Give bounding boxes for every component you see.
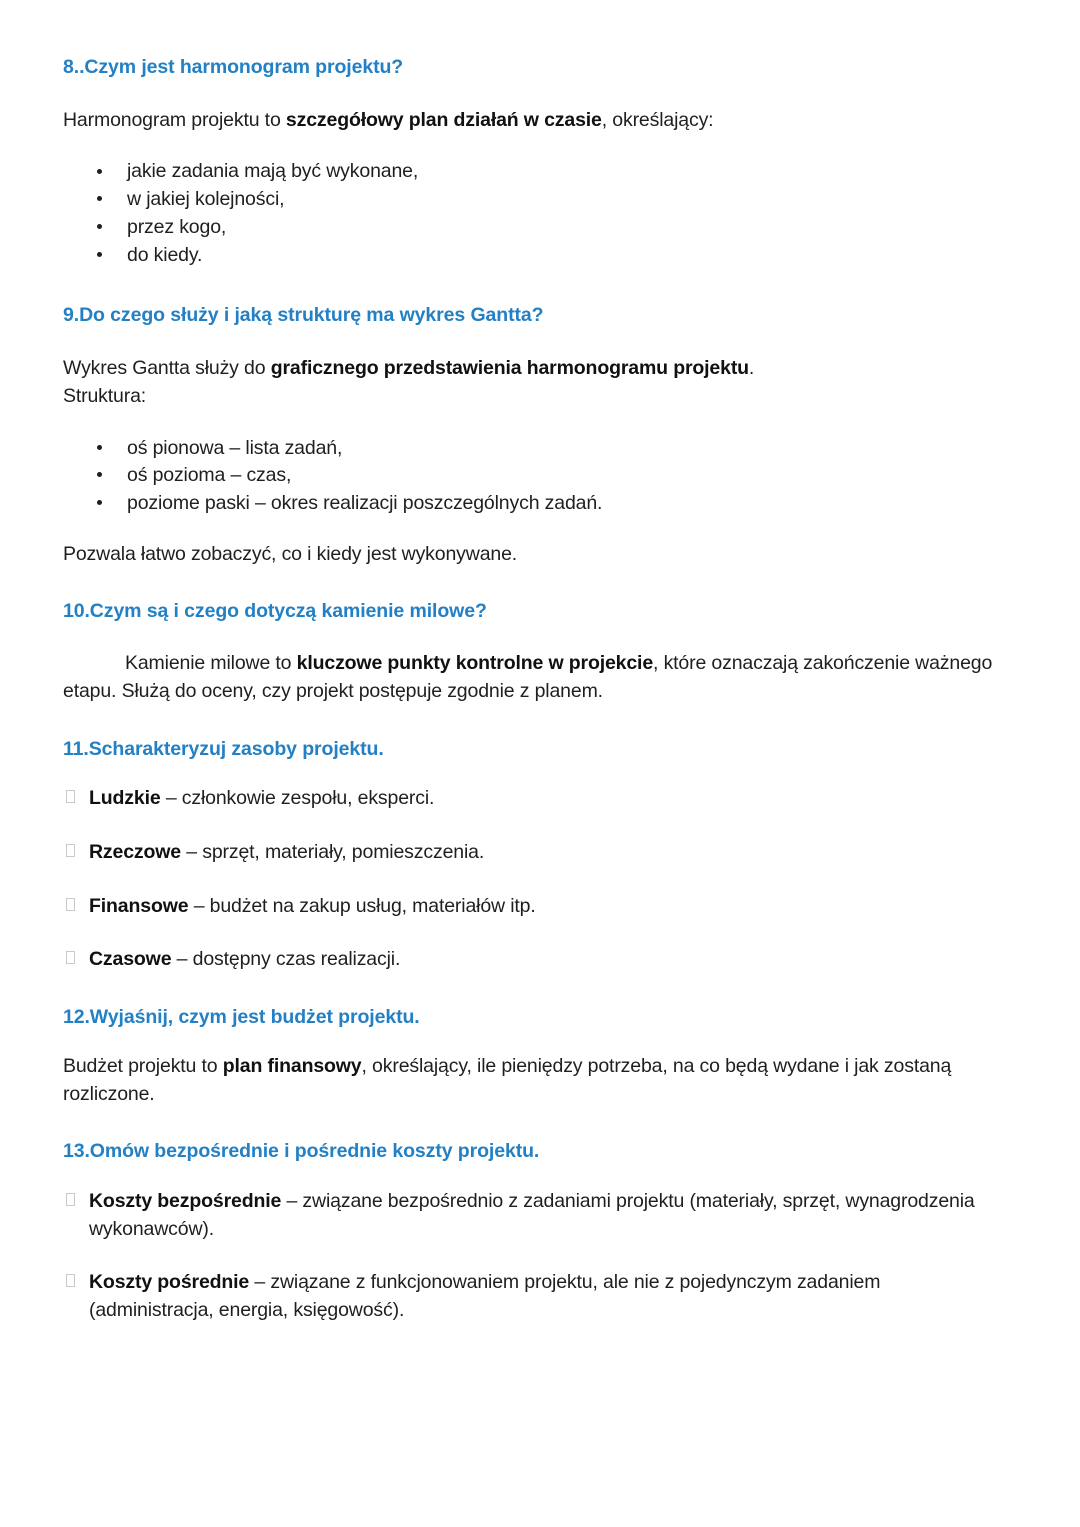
list-item-description: – sprzęt, materiały, pomieszczenia.	[181, 841, 485, 863]
section-11-resource-list	[63, 785, 993, 974]
list-item-term: Ludzkie	[89, 787, 161, 810]
section-10-body-bold: kluczowe punkty kontrolne w projekcie	[296, 652, 654, 674]
list-item	[63, 186, 993, 214]
empty-box-bullet-icon	[66, 1274, 75, 1287]
section-12-body-suffix: , określający, ile pieniędzy potrzeba, na co będą wydane i jak zostaną rozliczone.	[63, 1054, 952, 1105]
section-9-bullet-list	[63, 435, 993, 518]
section-10-body-prefix: Kamienie milowe to	[125, 652, 297, 674]
section-13-cost-list	[63, 1188, 993, 1325]
list-item	[63, 946, 993, 974]
list-item	[63, 1188, 993, 1243]
list-item	[63, 435, 993, 463]
list-item-term: Czasowe	[89, 948, 172, 971]
section-heading-8: 8..Czym jest harmonogram projektu?	[63, 56, 404, 78]
list-item-description: – związane bezpośrednio z zadaniami projektu (materiały, sprzęt, wynagrodzenia wykonawców).	[89, 1189, 975, 1240]
list-item	[63, 158, 993, 186]
bullet-dot-icon	[97, 196, 102, 201]
section-9-intro-prefix: Wykres Gantta służy do	[63, 356, 271, 379]
section-9-intro-bold: graficznego przedstawienia harmonogramu projektu	[270, 356, 749, 379]
section-12-body-paragraph	[63, 1053, 993, 1109]
list-item-description: – dostępny czas realizacji.	[171, 948, 401, 971]
section-8-intro-suffix: , określający:	[601, 108, 714, 131]
bullet-dot-icon	[97, 472, 102, 477]
bullet-dot-icon	[97, 224, 102, 229]
empty-box-bullet-icon	[66, 790, 75, 803]
empty-box-bullet-icon	[66, 898, 75, 911]
list-item-label: oś pionowa – lista zadań,	[127, 436, 343, 459]
list-item-label: oś pozioma – czas,	[127, 464, 292, 487]
section-heading-11: 11.Scharakteryzuj zasoby projektu.	[63, 737, 384, 760]
document-body	[63, 55, 993, 1325]
list-item	[63, 462, 993, 490]
list-item-label: do kiedy.	[127, 243, 203, 266]
section-9-intro-suffix: .	[748, 356, 755, 379]
section-8-intro-prefix: Harmonogram projektu to	[63, 108, 286, 131]
list-item-description: – budżet na zakup usług, materiałów itp.	[188, 894, 536, 917]
list-item	[63, 214, 993, 242]
section-heading-10: 10.Czym są i czego dotyczą kamienie milowe?	[63, 600, 487, 623]
list-item	[63, 785, 993, 813]
list-item	[63, 839, 993, 867]
section-10-body-suffix: , które oznaczają zakończenie ważnego etapu. Służą do oceny, czy projekt postępuje zgodnie z planem.	[63, 652, 993, 702]
bullet-dot-icon	[97, 169, 102, 174]
section-heading-13: 13.Omów bezpośrednie i pośrednie koszty projektu.	[63, 1140, 540, 1163]
section-9-struktura-label: Struktura:	[63, 384, 147, 407]
list-item	[63, 490, 993, 518]
list-item-description: – członkowie zespołu, eksperci.	[160, 787, 435, 810]
section-8-intro-paragraph	[63, 107, 993, 135]
bullet-dot-icon	[97, 252, 102, 257]
list-item-label: poziome paski – okres realizacji poszczególnych zadań.	[127, 491, 603, 514]
list-item	[63, 893, 993, 921]
section-12-body-bold: plan finansowy	[222, 1054, 362, 1077]
list-item-term: Koszty bezpośrednie	[89, 1189, 282, 1212]
list-item	[63, 1269, 993, 1324]
bullet-dot-icon	[97, 445, 102, 450]
list-item-label: przez kogo,	[127, 215, 227, 238]
list-item	[63, 242, 993, 270]
section-8-intro-bold: szczegółowy plan działań w czasie	[285, 108, 602, 131]
section-9-intro-paragraph	[63, 355, 993, 411]
list-item-term: Koszty pośrednie	[89, 1271, 250, 1294]
section-10-body-paragraph	[63, 650, 993, 706]
list-item-term: Rzeczowe	[89, 841, 181, 863]
bullet-dot-icon	[97, 500, 102, 505]
section-9-closing-paragraph: Pozwala łatwo zobaczyć, co i kiedy jest wykonywane.	[63, 542, 518, 565]
list-item-label: jakie zadania mają być wykonane,	[127, 160, 419, 183]
empty-box-bullet-icon	[66, 951, 75, 964]
section-12-body-prefix: Budżet projektu to	[63, 1054, 223, 1077]
section-8-bullet-list	[63, 158, 993, 269]
empty-box-bullet-icon	[66, 1193, 75, 1206]
list-item-term: Finansowe	[89, 894, 189, 917]
section-heading-9: 9.Do czego służy i jaką strukturę ma wykres Gantta?	[63, 304, 544, 327]
empty-box-bullet-icon	[66, 844, 75, 857]
list-item-description: – związane z funkcjonowaniem projektu, ale nie z pojedynczym zadaniem (administracja, energia, księgowość).	[89, 1271, 881, 1321]
list-item-label: w jakiej kolejności,	[127, 188, 285, 211]
section-heading-12: 12.Wyjaśnij, czym jest budżet projektu.	[63, 1006, 420, 1029]
